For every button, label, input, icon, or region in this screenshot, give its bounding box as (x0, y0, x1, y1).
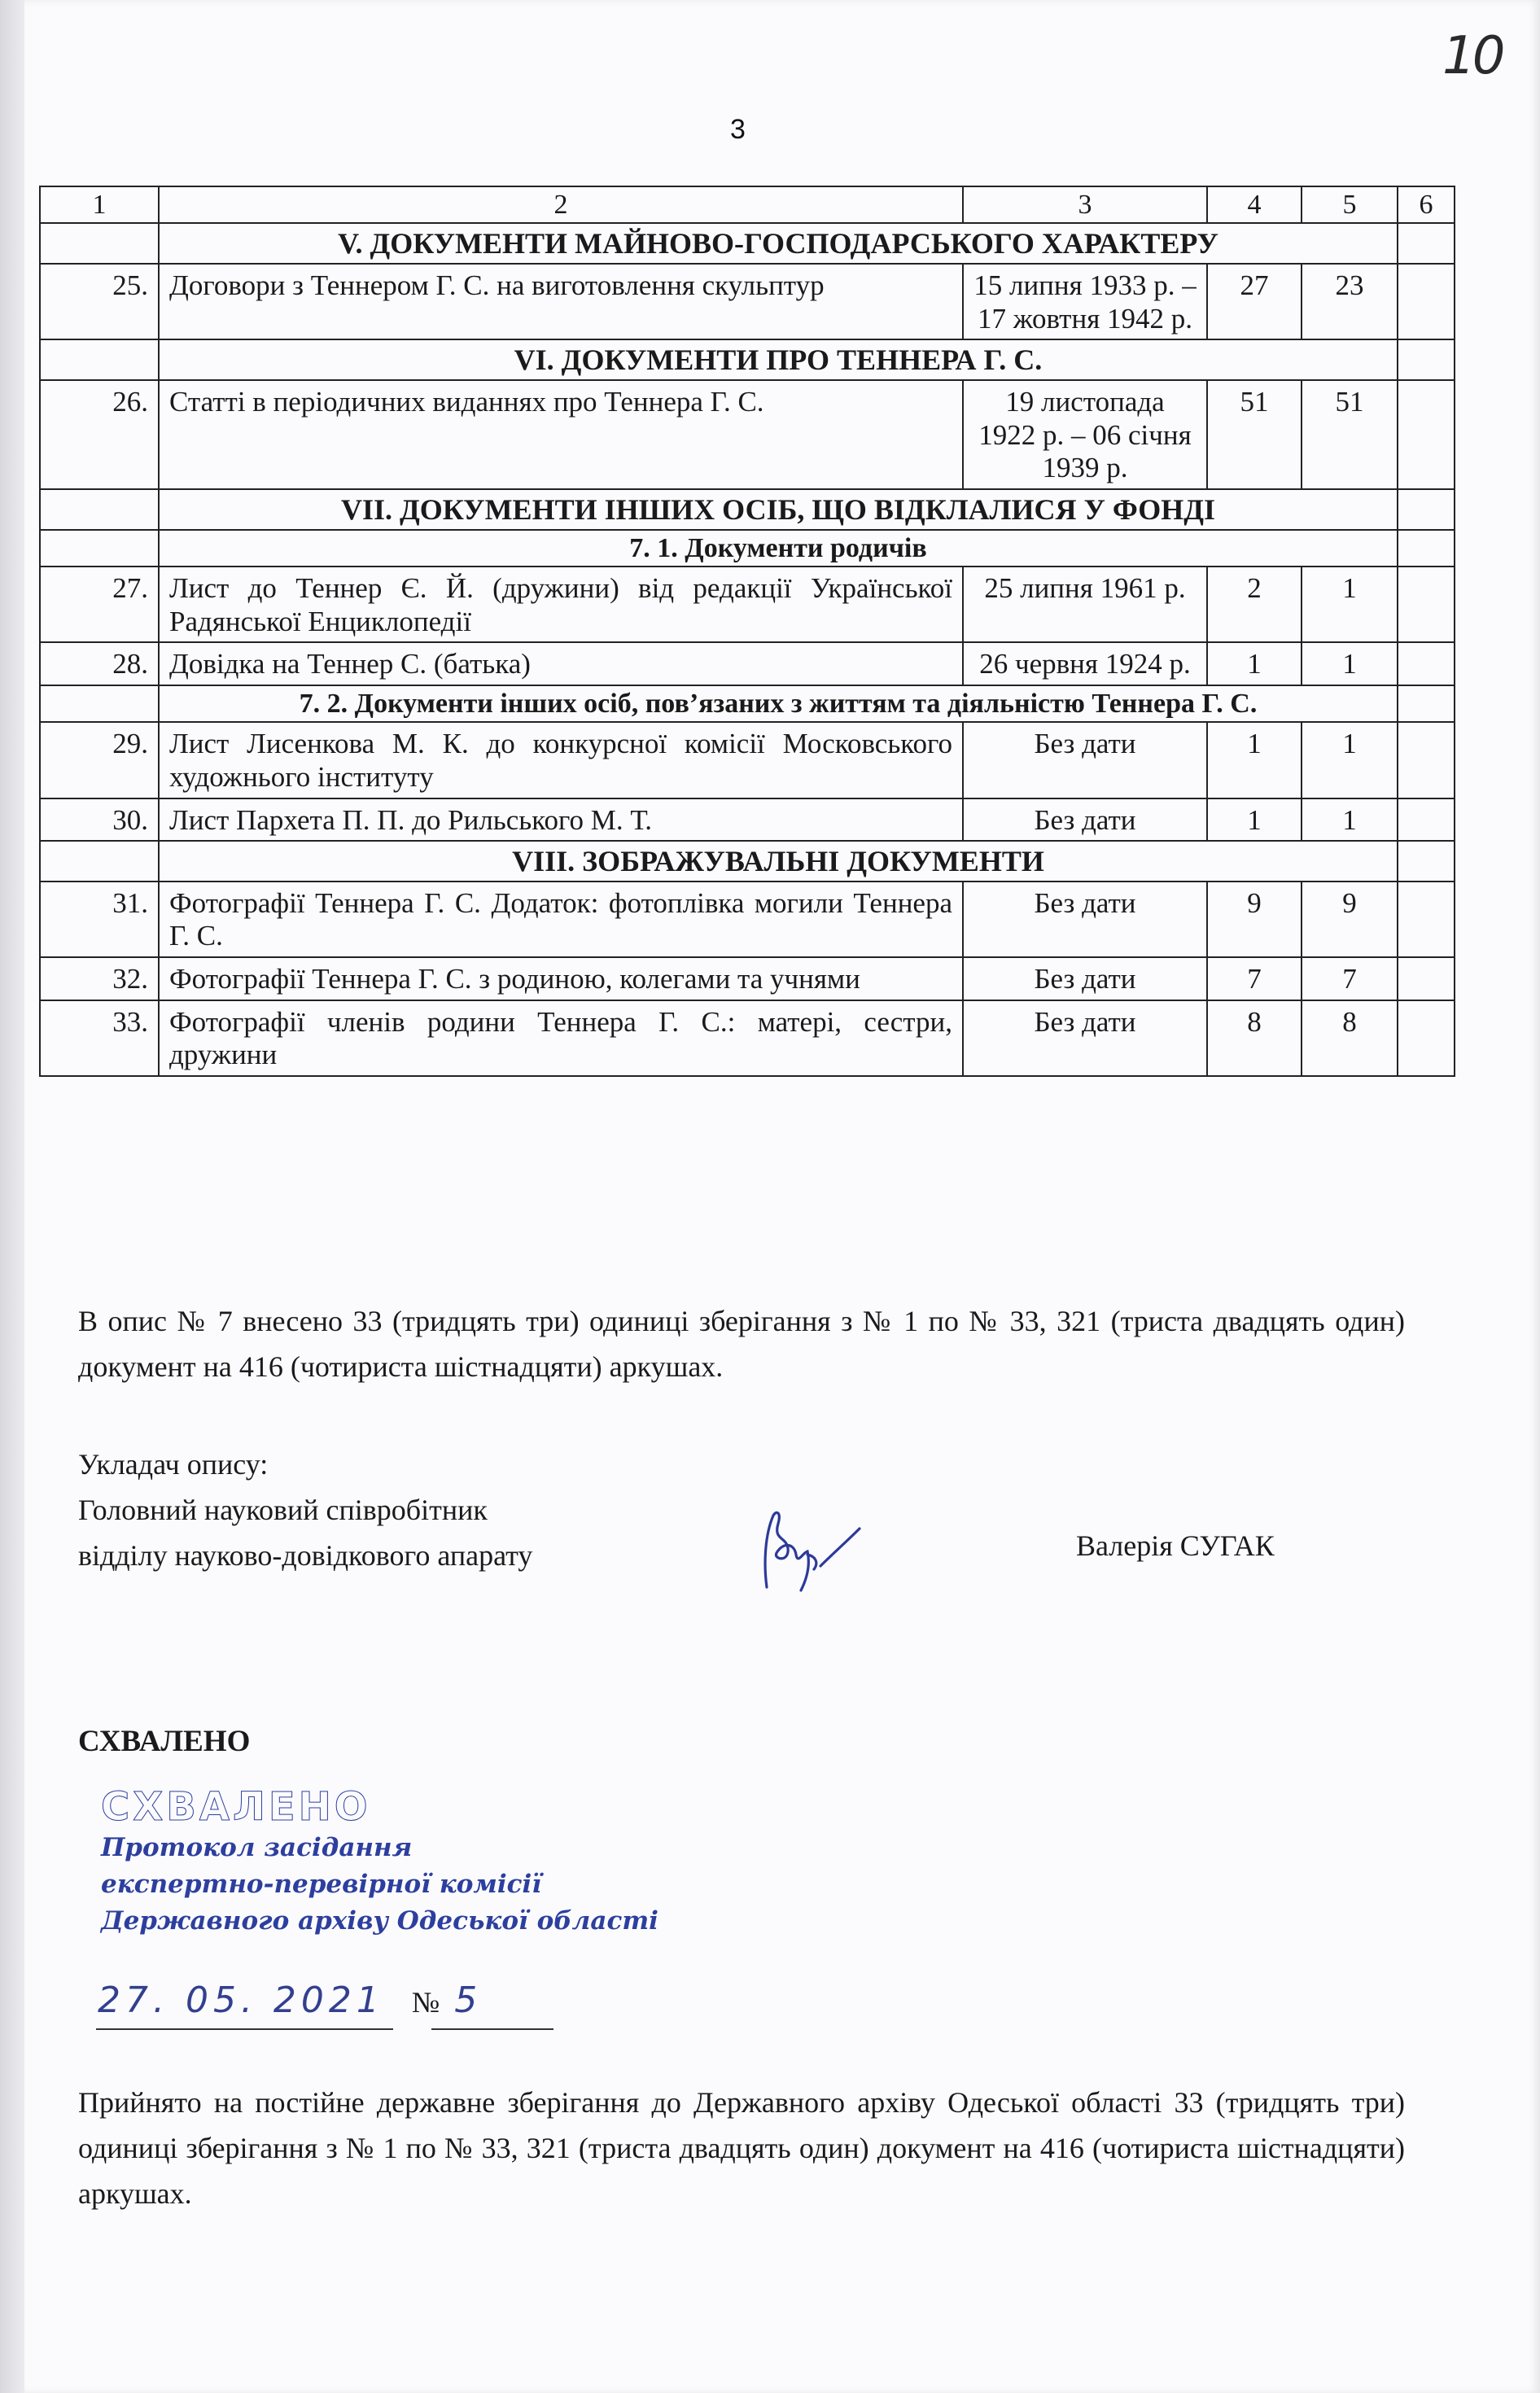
unit-number: 26. (40, 380, 159, 489)
inventory-table (39, 186, 1455, 1077)
unit-docs: 9 (1302, 882, 1398, 957)
empty-cell (1398, 530, 1455, 567)
unit-note (1398, 264, 1455, 339)
subsection-heading-row (40, 530, 1455, 567)
unit-dates: Без дати (963, 722, 1207, 798)
unit-number: 28. (40, 642, 159, 685)
page-left-edge (0, 0, 24, 2393)
unit-title: Фотографії членів родини Теннера Г. С.: матері, сестри, дружини (159, 1000, 963, 1076)
unit-docs: 8 (1302, 1000, 1398, 1076)
unit-number: 33. (40, 1000, 159, 1076)
header-cell: 3 (963, 186, 1207, 223)
stamp-title: СХВАЛЕНО (101, 1784, 371, 1830)
unit-title: Лист Пархета П. П. до Рильського М. Т. (159, 798, 963, 842)
unit-number: 27. (40, 567, 159, 642)
unit-note (1398, 1000, 1455, 1076)
unit-sheets: 9 (1207, 882, 1302, 957)
table-header-row (40, 186, 1455, 223)
table-row (40, 1000, 1455, 1076)
header-cell: 4 (1207, 186, 1302, 223)
section-heading: VI. ДОКУМЕНТИ ПРО ТЕННЕРА Г. С. (159, 339, 1398, 380)
unit-sheets: 51 (1207, 380, 1302, 489)
unit-docs: 1 (1302, 567, 1398, 642)
table-row (40, 264, 1455, 339)
approval-stamp (101, 1784, 658, 1940)
unit-title: Договори з Теннером Г. С. на виготовлення скульптур (159, 264, 963, 339)
unit-sheets: 1 (1207, 722, 1302, 798)
compiler-name: Валерія СУГАК (1076, 1529, 1275, 1562)
unit-docs: 51 (1302, 380, 1398, 489)
unit-docs: 23 (1302, 264, 1398, 339)
unit-note (1398, 380, 1455, 489)
section-heading-row (40, 223, 1455, 264)
protocol-number: 5 (454, 1980, 483, 2021)
empty-cell (1398, 841, 1455, 882)
handwritten-signature (749, 1506, 863, 1595)
unit-dates: 15 липня 1933 р. – 17 жовтня 1942 р. (963, 264, 1207, 339)
stamp-line: експертно-перевірної комісії (101, 1869, 542, 1899)
subsection-heading: 7. 2. Документи інших осіб, пов’язаних з життям та діяльністю Теннера Г. С. (159, 685, 1398, 722)
table-row (40, 798, 1455, 842)
inventory-summary: В опис № 7 внесено 33 (тридцять три) одиниці зберігання з № 1 по № 33, 321 (триста двадцять один) документ на 416 (чотириста шістнадцяти) аркушах. (78, 1305, 1405, 1383)
stamp-line: Протокол засідання (101, 1833, 413, 1862)
unit-number: 25. (40, 264, 159, 339)
section-heading-row (40, 339, 1455, 380)
header-cell: 5 (1302, 186, 1398, 223)
table-row (40, 567, 1455, 642)
table-row (40, 642, 1455, 685)
empty-cell (40, 223, 159, 264)
section-heading-row (40, 841, 1455, 882)
section-heading: V. ДОКУМЕНТИ МАЙНОВО-ГОСПОДАРСЬКОГО ХАРАКТЕРУ (159, 223, 1398, 264)
stamp-line: Державного архіву Одеської області (101, 1905, 658, 1936)
unit-title: Лист Лисенкова М. К. до конкурсної комісії Московського художнього інституту (159, 722, 963, 798)
unit-docs: 1 (1302, 722, 1398, 798)
protocol-date-number (98, 1980, 482, 2021)
unit-docs: 7 (1302, 957, 1398, 1000)
approved-heading: СХВАЛЕНО (78, 1725, 251, 1758)
unit-number: 30. (40, 798, 159, 842)
header-cell: 1 (40, 186, 159, 223)
unit-dates: Без дати (963, 957, 1207, 1000)
empty-cell (1398, 489, 1455, 530)
unit-dates: 19 листопада 1922 р. – 06 січня 1939 р. (963, 380, 1207, 489)
subsection-heading-row (40, 685, 1455, 722)
protocol-number-label: № (411, 1986, 440, 2019)
compiler-block (78, 1442, 532, 1578)
compiler-label: Укладач опису: (78, 1448, 269, 1481)
unit-title: Довідка на Теннер С. (батька) (159, 642, 963, 685)
section-heading: VIII. ЗОБРАЖУВАЛЬНІ ДОКУМЕНТИ (159, 841, 1398, 882)
unit-docs: 1 (1302, 798, 1398, 842)
archive-folio-number: 10 (1442, 26, 1503, 86)
header-cell: 6 (1398, 186, 1455, 223)
unit-number: 31. (40, 882, 159, 957)
table-row (40, 957, 1455, 1000)
unit-docs: 1 (1302, 642, 1398, 685)
unit-note (1398, 567, 1455, 642)
table-row (40, 380, 1455, 489)
unit-dates: 25 липня 1961 р. (963, 567, 1207, 642)
unit-dates: Без дати (963, 1000, 1207, 1076)
unit-number: 32. (40, 957, 159, 1000)
unit-sheets: 2 (1207, 567, 1302, 642)
inventory-table-body (40, 186, 1455, 1076)
date-underline (96, 2028, 393, 2030)
header-cell: 2 (159, 186, 963, 223)
unit-title: Фотографії Теннера Г. С. з родиною, колегами та учнями (159, 957, 963, 1000)
empty-cell (40, 530, 159, 567)
unit-sheets: 1 (1207, 642, 1302, 685)
subsection-heading: 7. 1. Документи родичів (159, 530, 1398, 567)
unit-title: Статті в періодичних виданнях про Теннера Г. С. (159, 380, 963, 489)
number-underline (431, 2028, 553, 2030)
acceptance-statement: Прийнято на постійне державне зберігання до Державного архіву Одеської області 33 (тридцять три) одиниці зберігання з № 1 по № 33, 321 (триста двадцять один) документ на 416 (чотириста шістнадцяти) аркушах. (78, 2086, 1405, 2210)
section-heading: VII. ДОКУМЕНТИ ІНШИХ ОСІБ, ЩО ВІДКЛАЛИСЯ У ФОНДІ (159, 489, 1398, 530)
empty-cell (1398, 339, 1455, 380)
unit-note (1398, 798, 1455, 842)
unit-note (1398, 642, 1455, 685)
empty-cell (40, 685, 159, 722)
empty-cell (40, 841, 159, 882)
unit-dates: 26 червня 1924 р. (963, 642, 1207, 685)
unit-number: 29. (40, 722, 159, 798)
unit-note (1398, 957, 1455, 1000)
section-heading-row (40, 489, 1455, 530)
unit-title: Лист до Теннер Є. Й. (дружини) від редакції Української Радянської Енциклопедії (159, 567, 963, 642)
unit-title: Фотографії Теннера Г. С. Додаток: фотоплівка могили Теннера Г. С. (159, 882, 963, 957)
unit-sheets: 8 (1207, 1000, 1302, 1076)
unit-sheets: 27 (1207, 264, 1302, 339)
table-row (40, 722, 1455, 798)
unit-note (1398, 882, 1455, 957)
unit-note (1398, 722, 1455, 798)
protocol-date: 27. 05. 2021 (98, 1980, 384, 2021)
unit-sheets: 1 (1207, 798, 1302, 842)
unit-dates: Без дати (963, 798, 1207, 842)
table-row (40, 882, 1455, 957)
unit-dates: Без дати (963, 882, 1207, 957)
compiler-department: відділу науково-довідкового апарату (78, 1538, 533, 1572)
empty-cell (1398, 685, 1455, 722)
empty-cell (1398, 223, 1455, 264)
compiler-position: Головний науковий співробітник (78, 1493, 488, 1526)
empty-cell (40, 489, 159, 530)
page-number: 3 (730, 114, 746, 145)
empty-cell (40, 339, 159, 380)
unit-sheets: 7 (1207, 957, 1302, 1000)
